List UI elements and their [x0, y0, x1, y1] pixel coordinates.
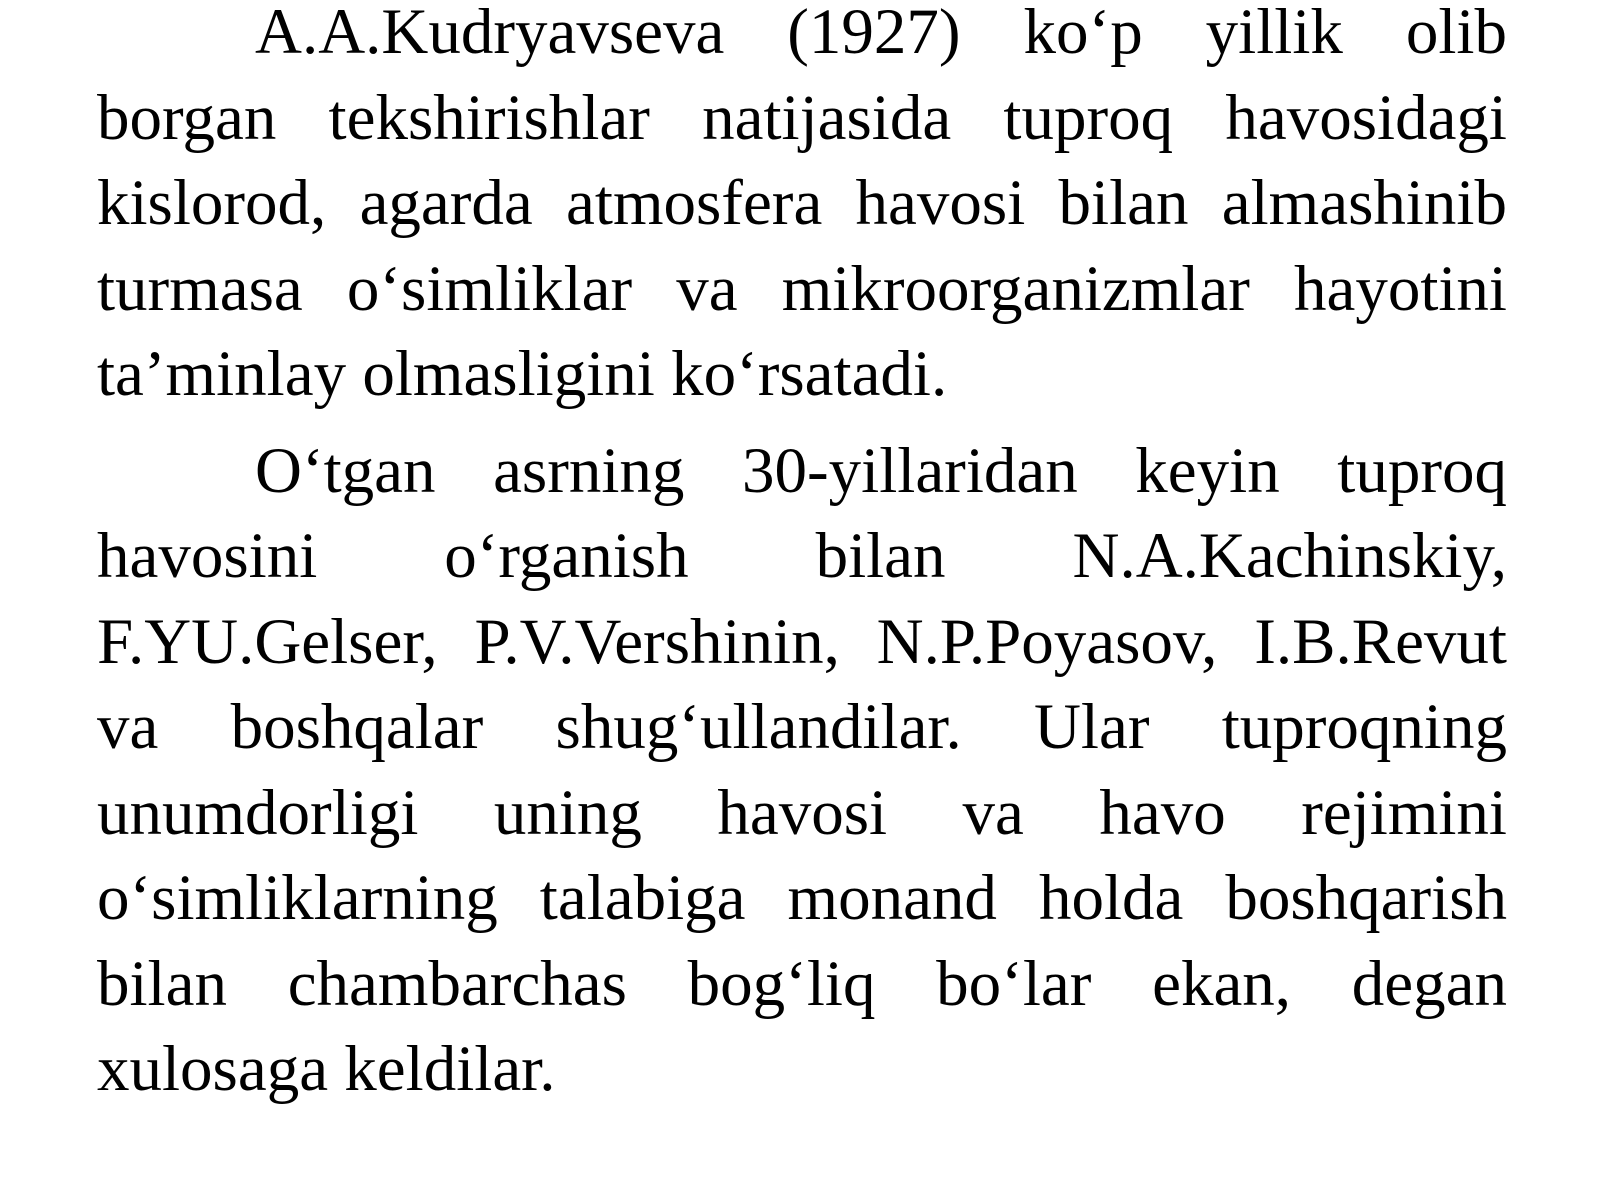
paragraph-researchers: Oʻtgan asrning 30-yillaridan keyin tuproq havosini oʻrganish bilan N.A.Kachinskiy, F.YU.Gelser, P.V.Vershinin, N.P.Poyasov, I.B.Revut va boshqalar shugʻullandilar. Ular tuproqning unumdorligi uning havosi va havo rejimini oʻsimliklarning talabiga monand holda boshqarish bilan chambarchas bogʻliq boʻlar ekan, degan xulosaga keldilar.	[97, 434, 1507, 1105]
paragraph-kudryavseva: A.A.Kudryavseva (1927) koʻp yillik olib borgan tekshirishlar natijasida tuproq havosidagi kislorod, agarda atmosfera havosi bilan almashinib turmasa oʻsimliklar va mikroorganizmlar hayotini taʼminlay olmasligini koʻrsatadi.	[97, 0, 1507, 410]
document-page	[97, 0, 1507, 1113]
